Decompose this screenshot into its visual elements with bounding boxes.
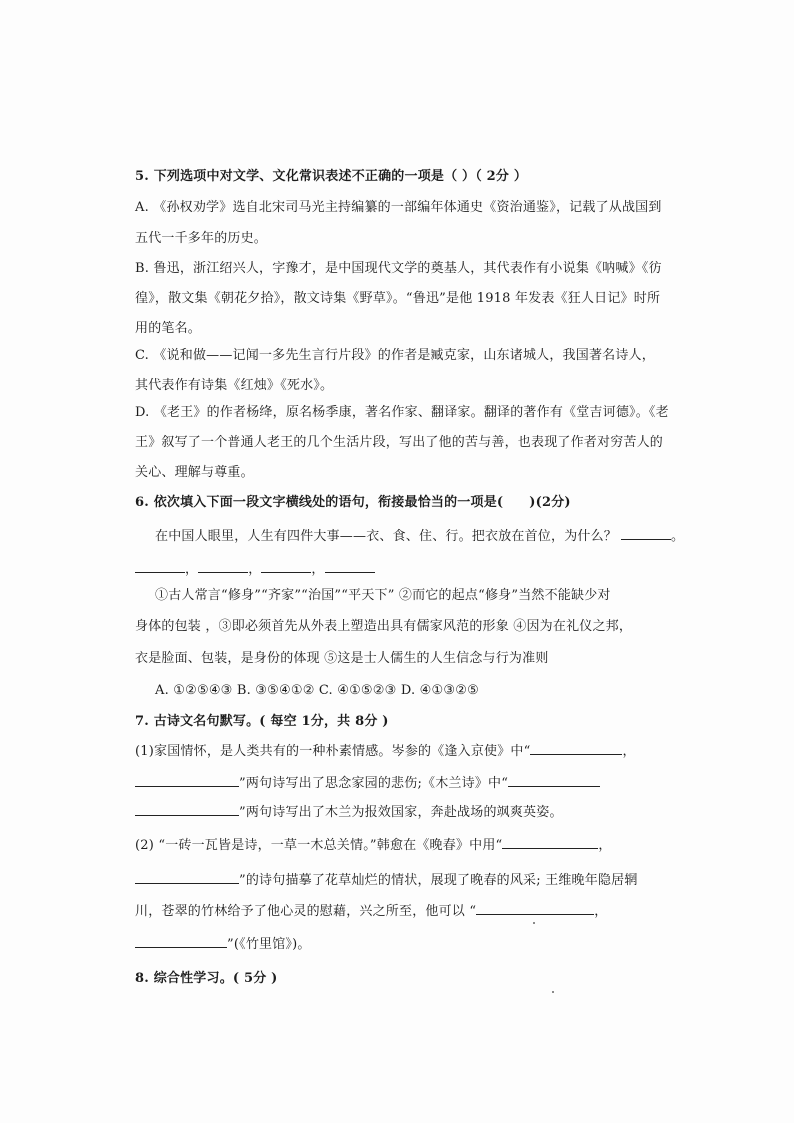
- q6-title: [135, 494, 571, 512]
- q7-blank-5[interactable]: [502, 836, 598, 849]
- q6-intro: [155, 527, 684, 546]
- q7-blank-2[interactable]: [135, 774, 239, 787]
- q7-part1-text-c: ”两句诗写出了木兰为报效国家，奔赴战场的飒爽英姿。: [239, 805, 563, 820]
- q7-part1-text-a: (1)家国情怀，是人类共有的一种朴素情感。岑参的《逢入京使》中“: [135, 744, 531, 759]
- q7-blank-7[interactable]: [476, 902, 594, 915]
- q5-option-d-line2: 王》叙写了一个普通人老王的几个生活片段，写出了他的苦与善，也表现了作者对穷苦人的: [135, 435, 664, 450]
- q6-comma-2: ，: [248, 562, 262, 577]
- q7-part2-text-b: ”的诗句描摹了花草灿烂的情状，展现了晚春的风采; 王维晚年隐居辋: [239, 873, 638, 888]
- q6-intro-text: 在中国人眼里，人生有四件大事——衣、食、住、行。把衣放在首位，为什么？: [155, 529, 618, 544]
- scan-speck: [533, 922, 535, 924]
- q5-option-b-line1: B. 鲁迅，浙江绍兴人，字豫才，是中国现代文学的奠基人，其代表作有小说集《呐喊》《彷: [135, 261, 662, 276]
- q6-blank-4[interactable]: [261, 560, 311, 573]
- q6-sentence-line2: 身体的包装 ，③即必须首先从外表上塑造出具有儒家风范的形象 ④因为在礼仪之邦，: [135, 619, 633, 634]
- q5-option-a-line1: A. 《孙权劝学》选自北宋司马光主持编纂的一部编年体通史《资治通鉴》，记载了从战国到: [135, 200, 662, 215]
- q7-part1-line3: [135, 803, 563, 822]
- q5-option-c-line2: 其代表作有诗集《红烛》《死水》。: [135, 378, 334, 393]
- q7-blank-8[interactable]: [135, 935, 227, 948]
- q6-blank-2[interactable]: [135, 560, 185, 573]
- q6-title-score: )(2分): [529, 495, 571, 510]
- q7-part1-line2: [135, 774, 600, 793]
- q7-part2-line1: [135, 836, 612, 855]
- q7-part2-comma-1: ，: [598, 838, 612, 853]
- q5-option-d-line1: D. 《老王》的作者杨绛，原名杨季康，著名作家、翻译家。翻译的著作有《堂吉诃德》。《老: [135, 405, 669, 420]
- q7-blank-3[interactable]: [508, 774, 600, 787]
- q7-part1-text-b: ”两句诗写出了思念家园的悲伤;《木兰诗》中“: [239, 776, 509, 791]
- q6-blank-row: [135, 560, 375, 579]
- q7-part2-text-a: (2) “一砖一瓦皆是诗，一草一木总关情。”韩愈在《晚春》中用“: [135, 838, 503, 853]
- q6-title-text: 6. 依次填入下面一段文字横线处的语句，衔接最恰当的一项是(: [135, 495, 504, 510]
- q7-part1-line1: [135, 742, 636, 761]
- q6-comma-1: ，: [185, 562, 199, 577]
- q6-intro-period: 。: [671, 529, 685, 544]
- q5-option-b-line2: 徨》，散文集《朝花夕拾》，散文诗集《野草》。“鲁迅”是他 1918 年发表《狂人日记》时所: [135, 291, 661, 306]
- q6-blank-1[interactable]: [621, 527, 671, 540]
- q7-title: 7. 古诗文名句默写。( 每空 1分，共 8分 ): [135, 714, 389, 729]
- q6-sentence-line3: 衣是脸面、包装，是身份的体现 ⑤这是士人儒生的人生信念与行为准则: [135, 651, 549, 666]
- q7-blank-6[interactable]: [135, 871, 239, 884]
- q6-blank-5[interactable]: [325, 560, 375, 573]
- q7-blank-4[interactable]: [135, 803, 239, 816]
- q7-part2-text-d: ”(《竹里馆》)。: [227, 937, 311, 952]
- q7-part2-comma-2: ，: [594, 904, 608, 919]
- q6-sentence-line1: ①古人常言“修身”“齐家”“治国”“平天下” ②而它的起点“修身”当然不能缺少对: [155, 588, 611, 603]
- q7-part2-line2: [135, 871, 638, 890]
- q6-comma-3: ，: [311, 562, 325, 577]
- q5-option-d-line3: 关心、理解与尊重。: [135, 465, 254, 480]
- q5-option-a-line2: 五代一千多年的历史。: [135, 231, 268, 246]
- q7-blank-1[interactable]: [530, 742, 622, 755]
- q5-option-b-line3: 用的笔名。: [135, 321, 202, 336]
- q5-option-c-line1: C. 《说和做——记闻一多先生言行片段》的作者是臧克家，山东诸城人，我国著名诗人，: [135, 348, 655, 363]
- scan-speck: [552, 991, 554, 993]
- q7-part2-text-c: 川，苍翠的竹林给予了他心灵的慰藉，兴之所至，他可以 “: [135, 904, 477, 919]
- q7-part1-comma: ，: [622, 744, 636, 759]
- q8-title: 8. 综合性学习。( 5分 ): [135, 971, 278, 986]
- q6-options: A. ①②⑤④③ B. ③⑤④①② C. ④①⑤②③ D. ④①③②⑤: [155, 683, 479, 698]
- q7-part2-line4: [135, 935, 311, 954]
- q5-title: 5. 下列选项中对文学、文化常识表述不正确的一项是（ ）（ 2分 ）: [135, 169, 528, 184]
- q6-blank-3[interactable]: [198, 560, 248, 573]
- q7-part2-line3: [135, 902, 607, 921]
